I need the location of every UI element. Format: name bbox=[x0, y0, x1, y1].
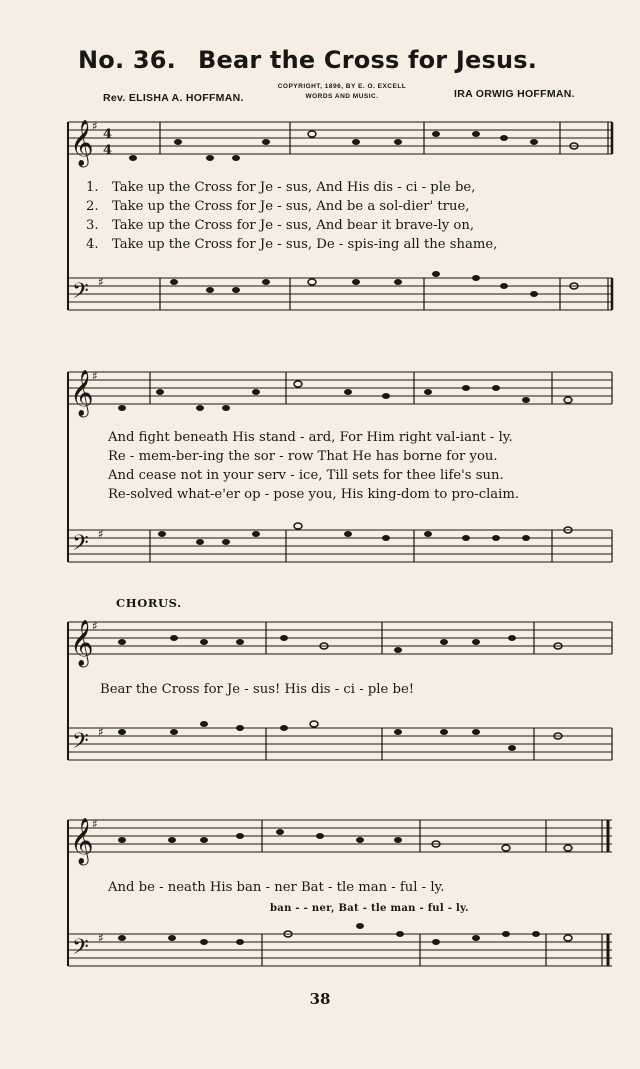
bass-clef-icon: 𝄢 bbox=[72, 531, 89, 561]
verse-4-line-a bbox=[86, 237, 497, 252]
chorus-line-1: Bear the Cross for Je - sus! His dis - ci - ple be! bbox=[100, 682, 415, 697]
copyright-line-2: WORDS AND MUSIC. bbox=[305, 93, 379, 100]
verse-number: 2. bbox=[86, 199, 99, 214]
treble-staff bbox=[68, 622, 612, 654]
treble-clef-icon: 𝄞 bbox=[70, 370, 94, 416]
hymn-title: Bear the Cross for Jesus. bbox=[197, 46, 538, 74]
lyric-text: Take up the Cross for Je - sus, And be a sol-dier' true, bbox=[112, 199, 470, 214]
music-system-2 bbox=[0, 362, 640, 572]
note-heads bbox=[129, 131, 578, 297]
bass-clef-icon: 𝄢 bbox=[72, 729, 89, 759]
treble-clef-icon: 𝄞 bbox=[70, 120, 94, 166]
key-signature-sharp-icon: ♯ bbox=[92, 619, 98, 633]
chorus-line-2-bass-words: ban - - ner, Bat - tle man - ful - ly. bbox=[270, 903, 469, 914]
key-signature-sharp-icon: ♯ bbox=[92, 817, 98, 831]
music-system-1 bbox=[0, 112, 640, 322]
bass-staff bbox=[68, 728, 612, 760]
treble-staff bbox=[68, 820, 612, 852]
barlines bbox=[68, 372, 612, 562]
key-signature-sharp-icon: ♯ bbox=[98, 725, 104, 739]
barlines bbox=[68, 122, 612, 310]
hymn-number: No. 36. bbox=[78, 46, 176, 74]
verse-2-line-a bbox=[86, 199, 469, 214]
verse-number: 4. bbox=[86, 237, 99, 252]
time-signature-icon: 4 bbox=[103, 127, 113, 142]
verse-1-line-b: And fight beneath His stand - ard, For Him right val-iant - ly. bbox=[108, 430, 513, 445]
verse-3-line-b: And cease not in your serv - ice, Till sets for thee life's sun. bbox=[108, 468, 504, 483]
music-author: IRA ORWIG HOFFMAN. bbox=[454, 88, 575, 100]
treble-clef-icon: 𝄞 bbox=[70, 620, 94, 666]
chorus-label: CHORUS. bbox=[116, 596, 182, 610]
key-signature-sharp-icon: ♯ bbox=[92, 119, 98, 133]
bass-clef-icon: 𝄢 bbox=[72, 935, 89, 965]
words-author: Rev. ELISHA A. HOFFMAN. bbox=[103, 92, 244, 104]
verse-4-line-b: Re-solved what-e'er op - pose you, His king-dom to pro-claim. bbox=[108, 487, 520, 502]
treble-clef-icon: 𝄞 bbox=[70, 818, 94, 864]
lyric-text: Take up the Cross for Je - sus, De - spis-ing all the shame, bbox=[112, 237, 498, 252]
treble-staff bbox=[68, 122, 612, 154]
verse-2-line-b: Re - mem-ber-ing the sor - row That He has borne for you. bbox=[108, 449, 498, 464]
lyric-text: Take up the Cross for Je - sus, And His dis - ci - ple be, bbox=[112, 180, 476, 195]
copyright-notice bbox=[262, 82, 422, 102]
verse-3-line-a bbox=[86, 218, 474, 233]
hymn-heading bbox=[78, 46, 598, 74]
key-signature-sharp-icon: ♯ bbox=[92, 369, 98, 383]
time-signature-icon: 4 bbox=[103, 143, 113, 158]
verse-1-line-a bbox=[86, 180, 475, 195]
bass-clef-icon: 𝄢 bbox=[72, 279, 89, 309]
page-number: 38 bbox=[309, 990, 331, 1008]
verse-number: 1. bbox=[86, 180, 99, 195]
verse-number: 3. bbox=[86, 218, 99, 233]
copyright-line-1: COPYRIGHT, 1896, BY E. O. EXCELL bbox=[277, 83, 407, 90]
music-system-4 bbox=[0, 810, 640, 980]
key-signature-sharp-icon: ♯ bbox=[98, 275, 104, 289]
chorus-line-2: And be - neath His ban - ner Bat - tle man - ful - ly. bbox=[108, 880, 445, 895]
lyric-text: Take up the Cross for Je - sus, And bear it brave-ly on, bbox=[112, 218, 475, 233]
key-signature-sharp-icon: ♯ bbox=[98, 931, 104, 945]
key-signature-sharp-icon: ♯ bbox=[98, 527, 104, 541]
bass-staff bbox=[68, 934, 612, 966]
